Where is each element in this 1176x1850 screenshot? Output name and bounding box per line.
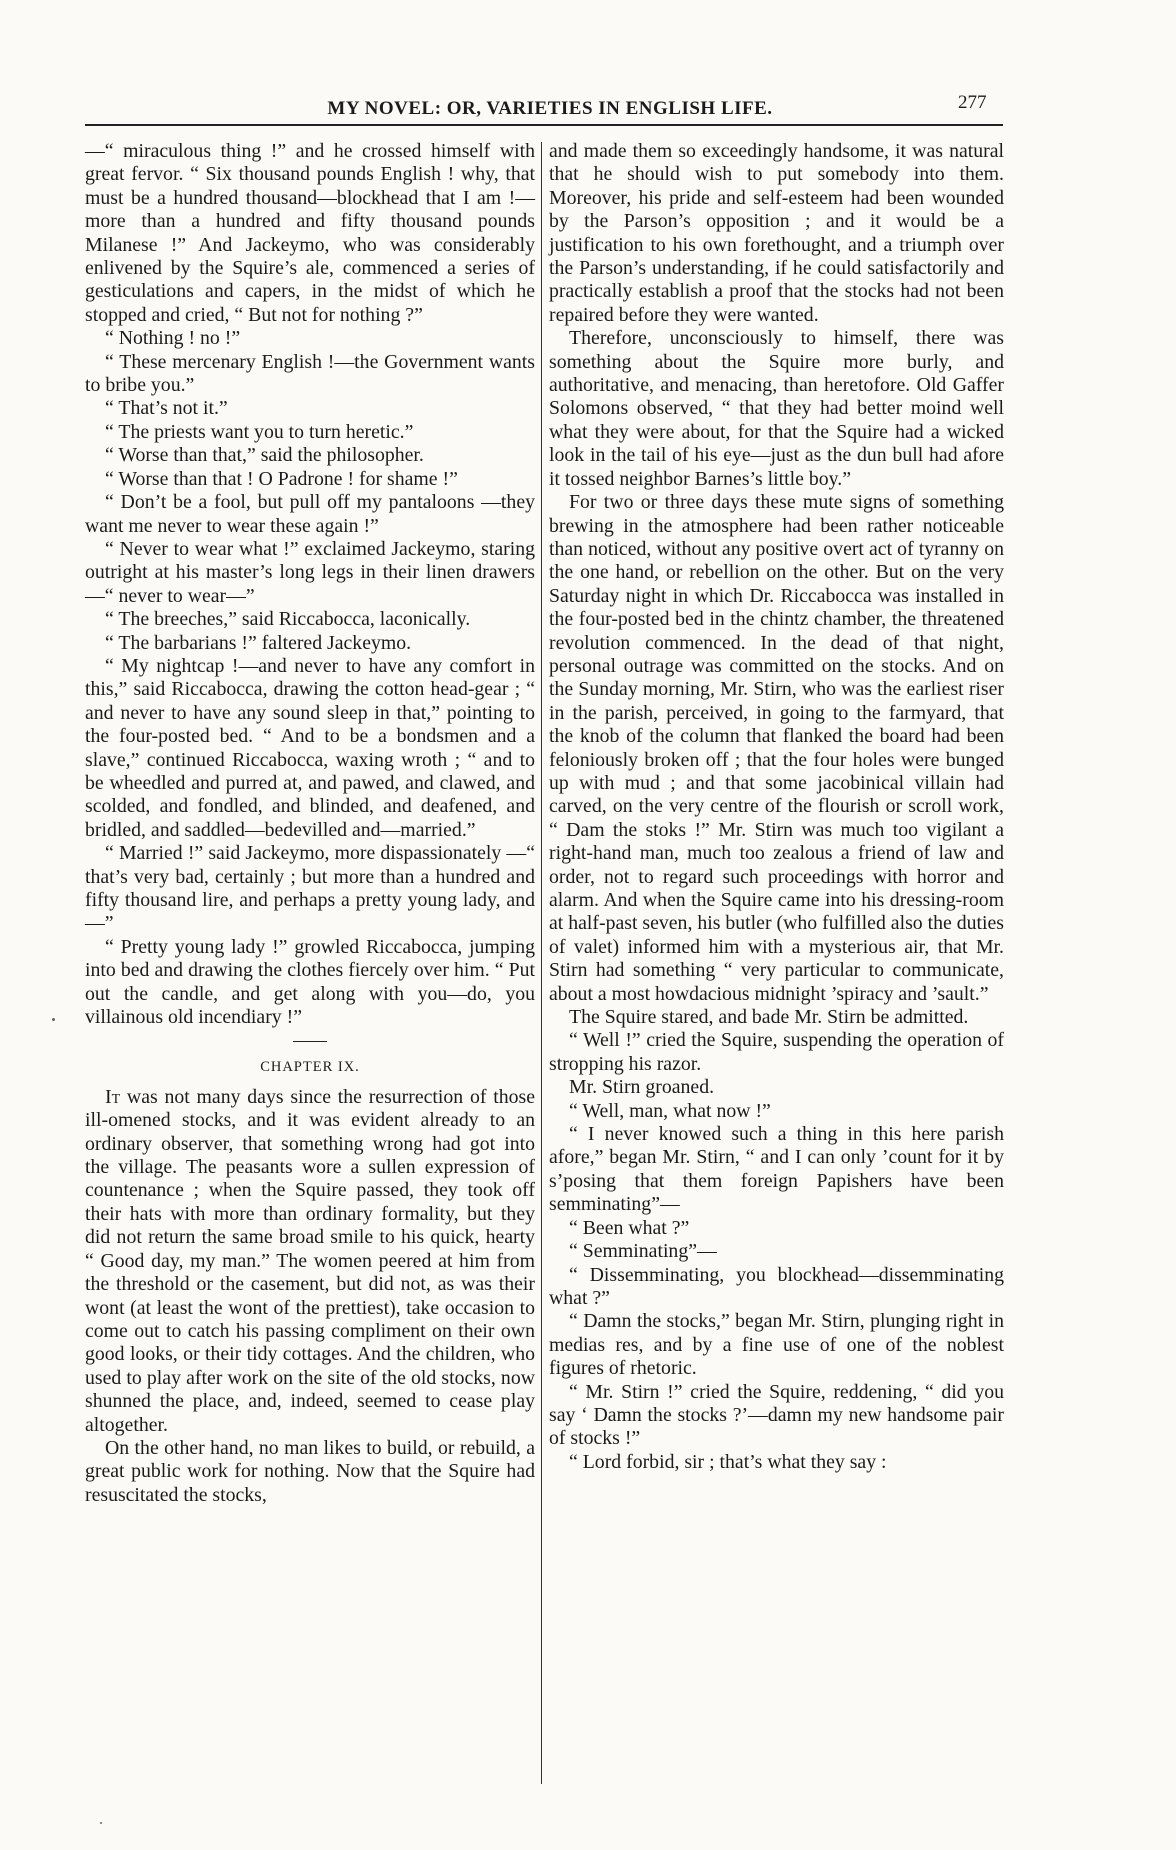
left-column <box>85 140 535 1776</box>
chapter-opening-paragraph <box>85 1086 535 1437</box>
paragraph: “ Been what ?” <box>569 1216 690 1239</box>
paragraph: “ Worse than that,” said the philosopher. <box>105 444 424 467</box>
paragraph: “ Worse than that ! O Padrone ! for shame !” <box>105 467 458 490</box>
paragraph: “ Well !” cried the Squire, suspending the operation of stropping his razor. <box>549 1029 1004 1075</box>
chapter-first-word: It <box>105 1085 121 1108</box>
running-title: MY NOVEL: OR, VARIETIES IN ENGLISH LIFE. <box>327 98 773 119</box>
paragraph: “ The barbarians !” faltered Jackeymo. <box>105 631 412 654</box>
paragraph: “ Nothing ! no !” <box>105 327 241 350</box>
paragraph: “ The breeches,” said Riccabocca, laconically. <box>105 608 471 631</box>
paragraph: “ That’s not it.” <box>105 397 228 420</box>
right-column <box>549 140 1004 1776</box>
paragraph: “ Pretty young lady !” growled Riccabocca, jumping into bed and drawing the clothes fiercely over him. “ Put out the candle, and get along with you—do, you villainous old incendiary !” <box>85 935 535 1029</box>
paragraph: “ My nightcap !—and never to have any comfort in this,” said Riccabocca, drawing the cotton head-gear ; “ and never to have any sound sleep in that,” pointing to the four-posted bed. “ And to be a bondsmen and a slave,” continued Riccabocca, waxing wroth ; “ and to be wheedled and purred at, and pawed, and clawed, and scolded, and fondled, and blinded, and deafened, and bridled, and saddled—bedevilled and—married.” <box>85 654 535 841</box>
paragraph: “ Married !” said Jackeymo, more dispassionately —“ that’s very bad, certainly ; but more than a hundred and fifty thousand lire, and perhaps a pretty young lady, and—” <box>85 842 535 935</box>
paragraph: Mr. Stirn groaned. <box>569 1076 715 1099</box>
paper-speck <box>100 1822 102 1824</box>
paragraph: “ The priests want you to turn heretic.” <box>105 420 414 443</box>
paragraph: “ These mercenary English !—the Government wants to bribe you.” <box>85 350 535 397</box>
paper-speck <box>52 1018 55 1021</box>
paragraph: “ Mr. Stirn !” cried the Squire, reddening, “ did you say ‘ Damn the stocks ?’—damn my new handsome pair of stocks !” <box>549 1380 1004 1450</box>
paragraph: “ Don’t be a fool, but pull off my pantaloons —they want me never to wear these again !” <box>85 491 535 537</box>
page-number: 277 <box>958 92 987 113</box>
chapter-heading: CHAPTER IX. <box>260 1059 360 1076</box>
chapter-opening-text: was not many days since the resurrection of those ill-omened stocks, and it was evident already to an ordinary observer, that something wrong had got into the village. The peasants wore a sullen expression of countenance ; when the Squire passed, they took off their hats with more than ordinary formality, but they did not return the same broad smile to his quick, hearty “ Good day, my man.” The women peered at him from the threshold or the casement, but did not, as was their wont (at least the wont of the prettiest), take occasion to come out to catch his passing compliment on their own good looks, or their tidy cottages. And the children, who used to play after work on the site of the old stocks, now shunned the place, and, indeed, seemed to cease play altogether. <box>85 1085 535 1436</box>
paragraph: and made them so exceedingly handsome, it was natural that he should wish to put somebody into them. Moreover, his pride and self-esteem had been wounded by the Parson’s opposition ; and it would be a justification to his own forethought, and a triumph over the Parson’s understanding, if he could satisfactorily and practically establish a proof that the stocks had not been repaired before they were wanted. <box>549 140 1004 326</box>
paragraph: “ Semminating”— <box>569 1240 717 1263</box>
column-divider <box>541 142 542 1784</box>
paragraph: “ Well, man, what now !” <box>569 1099 771 1122</box>
paragraph: The Squire stared, and bade Mr. Stirn be admitted. <box>569 1006 969 1029</box>
paragraph: “ Never to wear what !” exclaimed Jackeymo, staring outright at his master’s long legs in their linen drawers—“ never to wear—” <box>85 537 535 607</box>
paragraph: “ Damn the stocks,” began Mr. Stirn, plunging right in medias res, and by a fine use of one of the noblest figures of rhetoric. <box>549 1310 1004 1380</box>
section-separator <box>293 1041 327 1042</box>
paragraph: “ Lord forbid, sir ; that’s what they say : <box>569 1450 887 1473</box>
paragraph: For two or three days these mute signs of something brewing in the atmosphere had been rather noticeable than noticed, without any positive overt act of tyranny on the one hand, or rebellion on the other. But on the very Saturday night in which Dr. Riccabocca was installed in the four-posted bed in the chintz chamber, the threatened revolution commenced. In the dead of that night, personal outrage was committed on the stocks. And on the Sunday morning, Mr. Stirn, who was the earliest riser in the parish, perceived, in going to the farmyard, that the knob of the column that flanked the board had been feloniously broken off ; that the four holes were bunged up with mud ; and that some jacobinical villain had carved, on the very centre of the flourish or scroll work, “ Dam the stoks !” Mr. Stirn was much too vigilant a right-hand man, much too zealous a friend of law and order, not to regard such proceedings with horror and alarm. And when the Squire came into his dressing-room at half-past seven, his butler (who fulfilled also the duties of valet) informed him with a mysterious air, that Mr. Stirn had something “ very particular to communicate, about a most howdacious midnight ’spiracy and ’sault.” <box>549 491 1004 1005</box>
paragraph: “ I never knowed such a thing in this here parish afore,” began Mr. Stirn, “ and I can only ’count for it by s’posing that them foreign Papishers have been semminating”— <box>549 1123 1004 1216</box>
paragraph: —“ miraculous thing !” and he crossed himself with great fervor. “ Six thousand pounds English ! why, that must be a hundred thousand—blockhead that I am !—more than a hundred and fifty thousand pounds Milanese !” And Jackeymo, who was considerably enlivened by the Squire’s ale, commenced a series of gesticulations and capers, in the midst of which he stopped and cried, “ But not for nothing ?” <box>85 140 535 326</box>
paragraph: Therefore, unconsciously to himself, there was something about the Squire more burly, and authoritative, and menacing, than heretofore. Old Gaffer Solomons observed, “ that they had better moind well what they were about, for that the Squire had a wicked look in the tail of his eye—just as the dun bull had afore it tossed neighbor Barnes’s little boy.” <box>549 327 1004 490</box>
header-rule <box>85 124 1003 126</box>
paragraph: On the other hand, no man likes to build, or rebuild, a great public work for nothing. Now that the Squire had resuscitated the stocks, <box>85 1436 535 1506</box>
paragraph: “ Dissemminating, you blockhead—dissemminating what ?” <box>549 1263 1004 1309</box>
